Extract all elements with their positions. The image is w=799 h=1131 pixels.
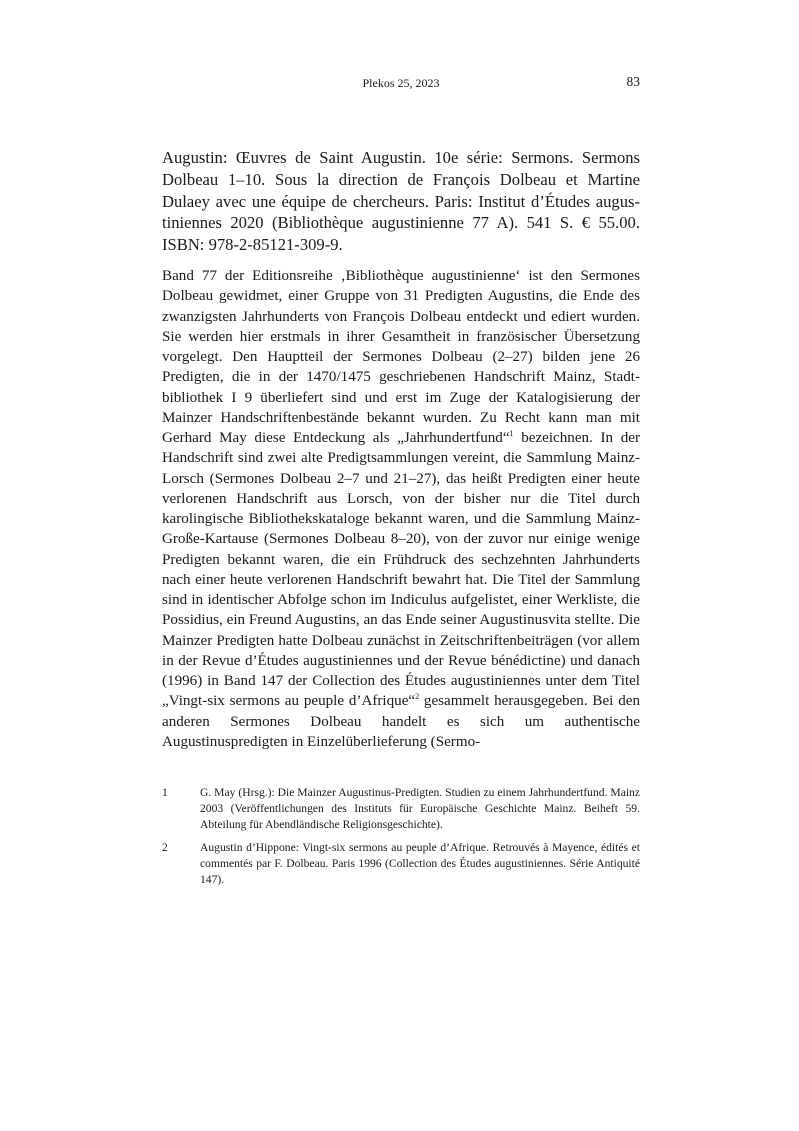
body-text-part-2: bezeichnen. In der Handschrift sind zwei alte Predigtsammlungen vereint, die Sammlung Mainz-Lorsch (Sermones Dolbeau 2–7 und 21–27), das heißt Predigten einer heute verlorenen Handschrift aus Lorsch, von der bisher nur die Titel durch karolingische Bibliothekskataloge bekannt waren, und die Sammlung Mainz-Große-Kartause (Sermones Dolbeau 8–20), von der zuvor nur einige wenige Predigten bekannt waren, die ein Frühdruck des sechzehnten Jahrhunderts nach einer heute verlorenen Handschrift bewahrt hat. Die Titel der Sammlung sind in identischer Abfolge schon im Indiculus aufgelistet, einer Werkliste, die Possidius, ein Freund Augustins, an das Ende seiner Augustinusvita stellte. Die Mainzer Predigten hatte Dolbeau zunächst in Zeitschriftenbeiträgen (vor allem in der Revue d’Études augustiniennes und der Revue bénédictine) und danach (1996) in Band 147 der Collection des Études augustiniennes unter dem Titel „Vingt-six sermons au peuple d’Afrique“ (162, 430, 640, 710)
footnote (162, 840, 640, 888)
footnote-text: G. May (Hrsg.): Die Mainzer Augustinus-Predigten. Studien zu einem Jahrhundertfund. Mainz 2003 (Veröffentlichungen des Instituts für Europäische Geschichte Mainz. Beiheft 59. Abteilung für Abendländische Religionsgeschichte). (200, 786, 640, 831)
footnote-number: 2 (162, 841, 168, 854)
running-title: Plekos 25, 2023 (362, 76, 440, 90)
footnote-number: 1 (162, 786, 168, 799)
review-paragraph (162, 266, 640, 752)
book-citation: Augustin: Œuvres de Saint Augustin. 10e série: Sermons. Sermons Dolbeau 1–10. Sous la direction de François Dolbeau et Martine Dulaey avec une équipe de chercheurs. Paris: Institut d’Études augustiniennes 2020 (Bibliothèque augustinienne 77 A). 541 S. € 55.00. ISBN: 978-2-85121-309-9. (162, 148, 640, 255)
running-head (162, 74, 640, 94)
body-text-part-1: Band 77 der Editionsreihe ‚Bibliothèque augustinienne‘ ist den Sermones Dolbeau gewidmet, einer Gruppe von 31 Predigten Augustins, die Ende des zwanzigsten Jahrhunderts von François Dolbeau entdeckt und ediert wurden. Sie werden hier erstmals in ihrer Gesamtheit in französischer Übersetzung vorgelegt. Den Hauptteil der Sermones Dolbeau (2–27) bilden jene 26 Predigten, die in der 1470/1475 geschriebenen Handschrift Mainz, Stadtbibliothek I 9 überliefert sind und erst im Zuge der Katalogisierung der Mainzer Handschriftenbestände bekannt wurden. Zu Recht kann man mit Gerhard May diese Entdeckung als „Jahrhundertfund“ (162, 268, 640, 446)
footnote-ref-1[interactable]: 1 (509, 429, 514, 438)
review-body (162, 266, 640, 752)
page-number: 83 (626, 74, 640, 89)
footnote (162, 785, 640, 833)
footnote-ref-2[interactable]: 2 (415, 692, 420, 702)
body-text-part-3: gesammelt herausgegeben. Bei den anderen Sermones Dolbeau handelt es sich um authentische Augustinuspredigten in Einzelüberlieferung (Sermo- (162, 693, 640, 750)
footnotes (162, 785, 640, 895)
footnote-text: Augustin d’Hippone: Vingt-six sermons au peuple d’Afrique. Retrouvés à Mayence, édités et commentés par F. Dolbeau. Paris 1996 (Collection des Études augustiniennes. Série Antiquité 147). (200, 841, 640, 886)
